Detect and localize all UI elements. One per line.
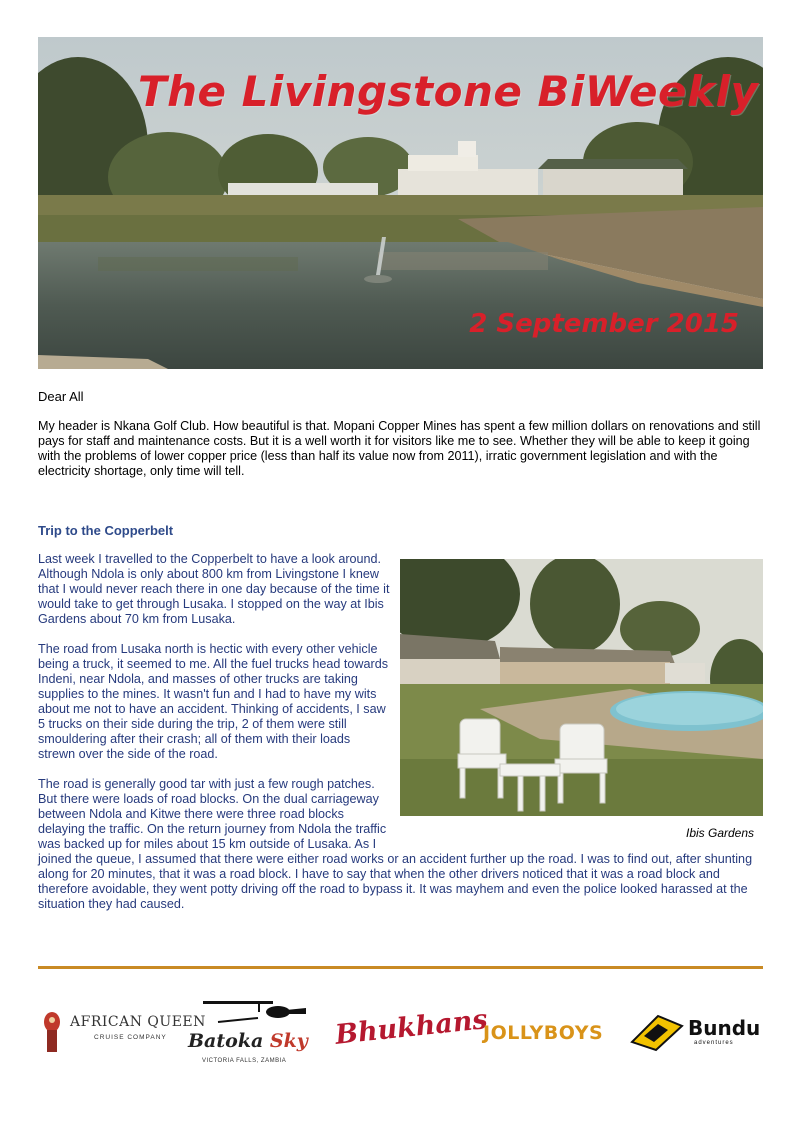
intro-paragraph: My header is Nkana Golf Club. How beautiful is that. Mopani Copper Mines has spent a few million dollars on renovations and still pays for staff and maintenance costs. But it is a well worth it for visitors like me to see. Whether they will be able to keep it going with the problems of lower copper price (less than half its value now from 2011), irratic government legislation and with the electricity shortage, only time will tell. [38,419,761,478]
header-banner [38,37,763,369]
pool-scene-image [400,559,763,816]
footer-divider [38,966,763,969]
african-queen-logo [38,1010,206,1055]
bundu-emblem-icon [628,1012,686,1052]
issue-date: 2 September 2015 [469,309,739,339]
jollyboys-name: JOLLYBOYS [483,1022,604,1044]
batoka-sky-sub: VICTORIA FALLS, ZAMBIA [202,1058,287,1064]
bundu-logo [628,1010,763,1060]
jollyboys-logo [483,1018,623,1054]
batoka-sky-logo [188,992,323,1074]
article-paragraph: The road is generally good tar with just a few rough patches. But there were loads of road blocks. On the dual carriageway between Ndola and Kitwe there were three road blocks delaying the traffic. On the return journey from Ndola the traffic was backed up for miles about 15 km outside of Lusaka. As I joined the queue, I assumed that there were either road works or an accident further up the road. I was to find out, after shunting along for 20 minutes, that it was a road block. I have to say that when the other drivers noticed that it was a road block and therefore avoidable, they went potty driving off the road to bypass it. It was mayhem and even the police looked harassed at the situation they had caused. [38,777,753,911]
aircraft-icon [198,992,308,1032]
sponsor-logos [38,990,763,1080]
bhukhans-logo [333,1004,489,1058]
salutation: Dear All [38,389,84,404]
bundu-sub: adventures [694,1040,734,1046]
sky-word: Sky [269,1030,308,1052]
batoka-sky-name [188,1030,308,1052]
photo-caption: Ibis Gardens [686,826,755,840]
article-heading: Trip to the Copperbelt [38,523,174,538]
article-paragraph: Last week I travelled to the Copperbelt to have a look around. Although Ndola is only about 800 km from Livingstone I knew that I would never reach there in one day because of the time it would take to get through Lusaka. I stopped on the way at Ibis Gardens about 70 km from Lusaka. [38,552,390,626]
article-paragraph: The road from Lusaka north is hectic with every other vehicle being a truck, it seemed to me. All the fuel trucks head towards Indeni, near Ndola, and masses of other trucks are taking supplies to the mines. It wasn't fun and I had to have my wits about me not to have an accident. Thinking of accidents, I saw 5 trucks on their side during the trip, 2 of them were still smouldering after their crash; all of them with their loads strewn over the side of the road. [38,642,389,761]
african-queen-name: AFRICAN QUEEN [70,1014,206,1030]
bundu-name: Bundu [688,1016,761,1040]
batoka-word: Batoka [188,1030,264,1052]
newsletter-title: The Livingstone BiWeekly [138,67,759,116]
african-queen-sub: CRUISE COMPANY [94,1034,167,1041]
african-queen-emblem-icon [38,1010,66,1058]
bhukhans-name: Bhukhans [333,1004,489,1051]
ibis-gardens-photo [400,559,763,816]
